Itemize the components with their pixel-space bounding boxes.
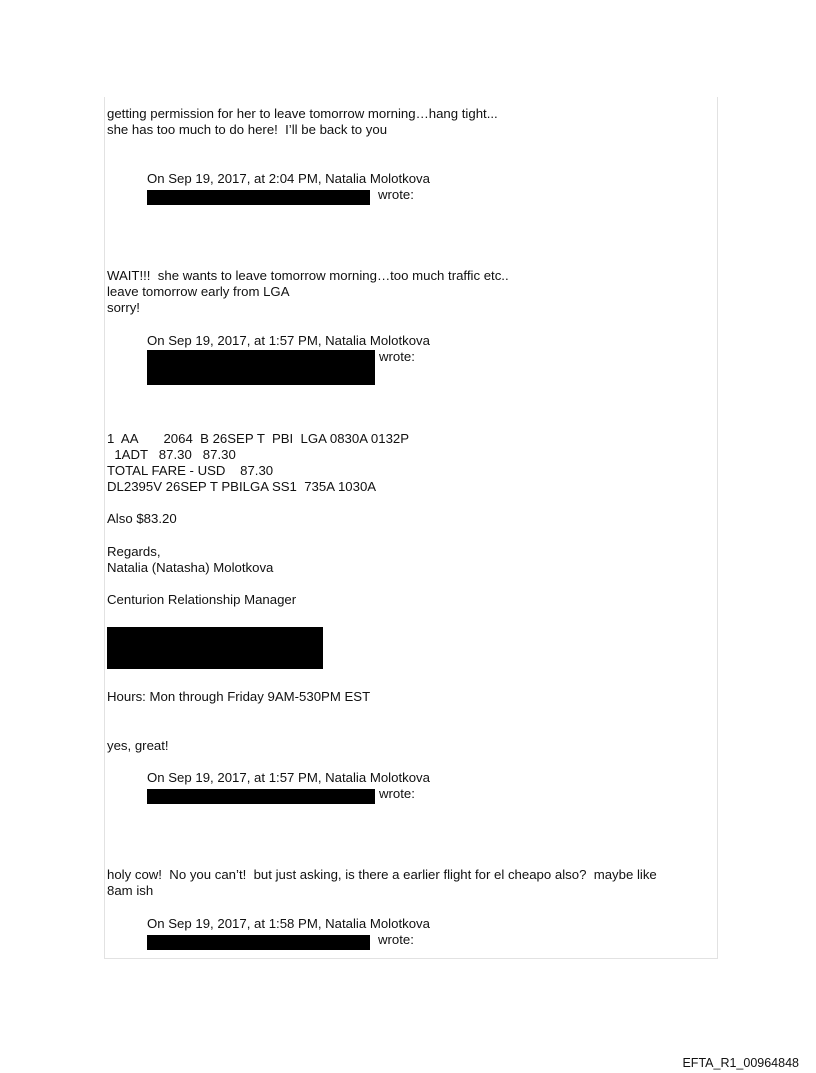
quote-wrote: wrote: xyxy=(378,932,414,947)
quote-header: On Sep 19, 2017, at 2:04 PM, Natalia Molotkova xyxy=(147,171,430,186)
message-text: holy cow! No you can’t! but just asking, is there a earlier flight for el cheapo also? maybe like xyxy=(107,867,657,882)
flight-detail-line: 1 AA 2064 B 26SEP T PBI LGA 0830A 0132P xyxy=(107,431,410,446)
quote-wrote: wrote: xyxy=(379,349,415,364)
signature-regards: Regards, xyxy=(107,544,161,559)
email-thread-frame xyxy=(104,97,718,959)
message-text: Also $83.20 xyxy=(107,511,177,526)
document-id: EFTA_R1_00964848 xyxy=(682,1056,799,1070)
flight-detail-line: TOTAL FARE - USD 87.30 xyxy=(107,463,274,478)
quote-header: On Sep 19, 2017, at 1:57 PM, Natalia Molotkova xyxy=(147,333,430,348)
message-text: leave tomorrow early from LGA xyxy=(107,284,290,299)
quote-wrote: wrote: xyxy=(378,187,414,202)
redaction-bar xyxy=(147,789,375,804)
quote-header: On Sep 19, 2017, at 1:58 PM, Natalia Molotkova xyxy=(147,916,430,931)
message-text: sorry! xyxy=(107,300,140,315)
quote-wrote: wrote: xyxy=(379,786,415,801)
flight-detail-line: DL2395V 26SEP T PBILGA SS1 735A 1030A xyxy=(107,479,377,494)
message-text: yes, great! xyxy=(107,738,169,753)
redaction-bar xyxy=(147,935,370,950)
redaction-bar xyxy=(147,350,375,385)
quote-header: On Sep 19, 2017, at 1:57 PM, Natalia Molotkova xyxy=(147,770,430,785)
redaction-bar xyxy=(147,190,370,205)
message-text: WAIT!!! she wants to leave tomorrow morning…too much traffic etc.. xyxy=(107,268,509,283)
message-text: 8am ish xyxy=(107,883,154,898)
signature-name: Natalia (Natasha) Molotkova xyxy=(107,560,274,575)
signature-hours: Hours: Mon through Friday 9AM-530PM EST xyxy=(107,689,371,704)
message-text: getting permission for her to leave tomorrow morning…hang tight... xyxy=(107,106,498,121)
flight-detail-line: 1ADT 87.30 87.30 xyxy=(107,447,236,462)
signature-title: Centurion Relationship Manager xyxy=(107,592,297,607)
redaction-bar xyxy=(107,627,323,669)
message-text: she has too much to do here! I’ll be back to you xyxy=(107,122,388,137)
